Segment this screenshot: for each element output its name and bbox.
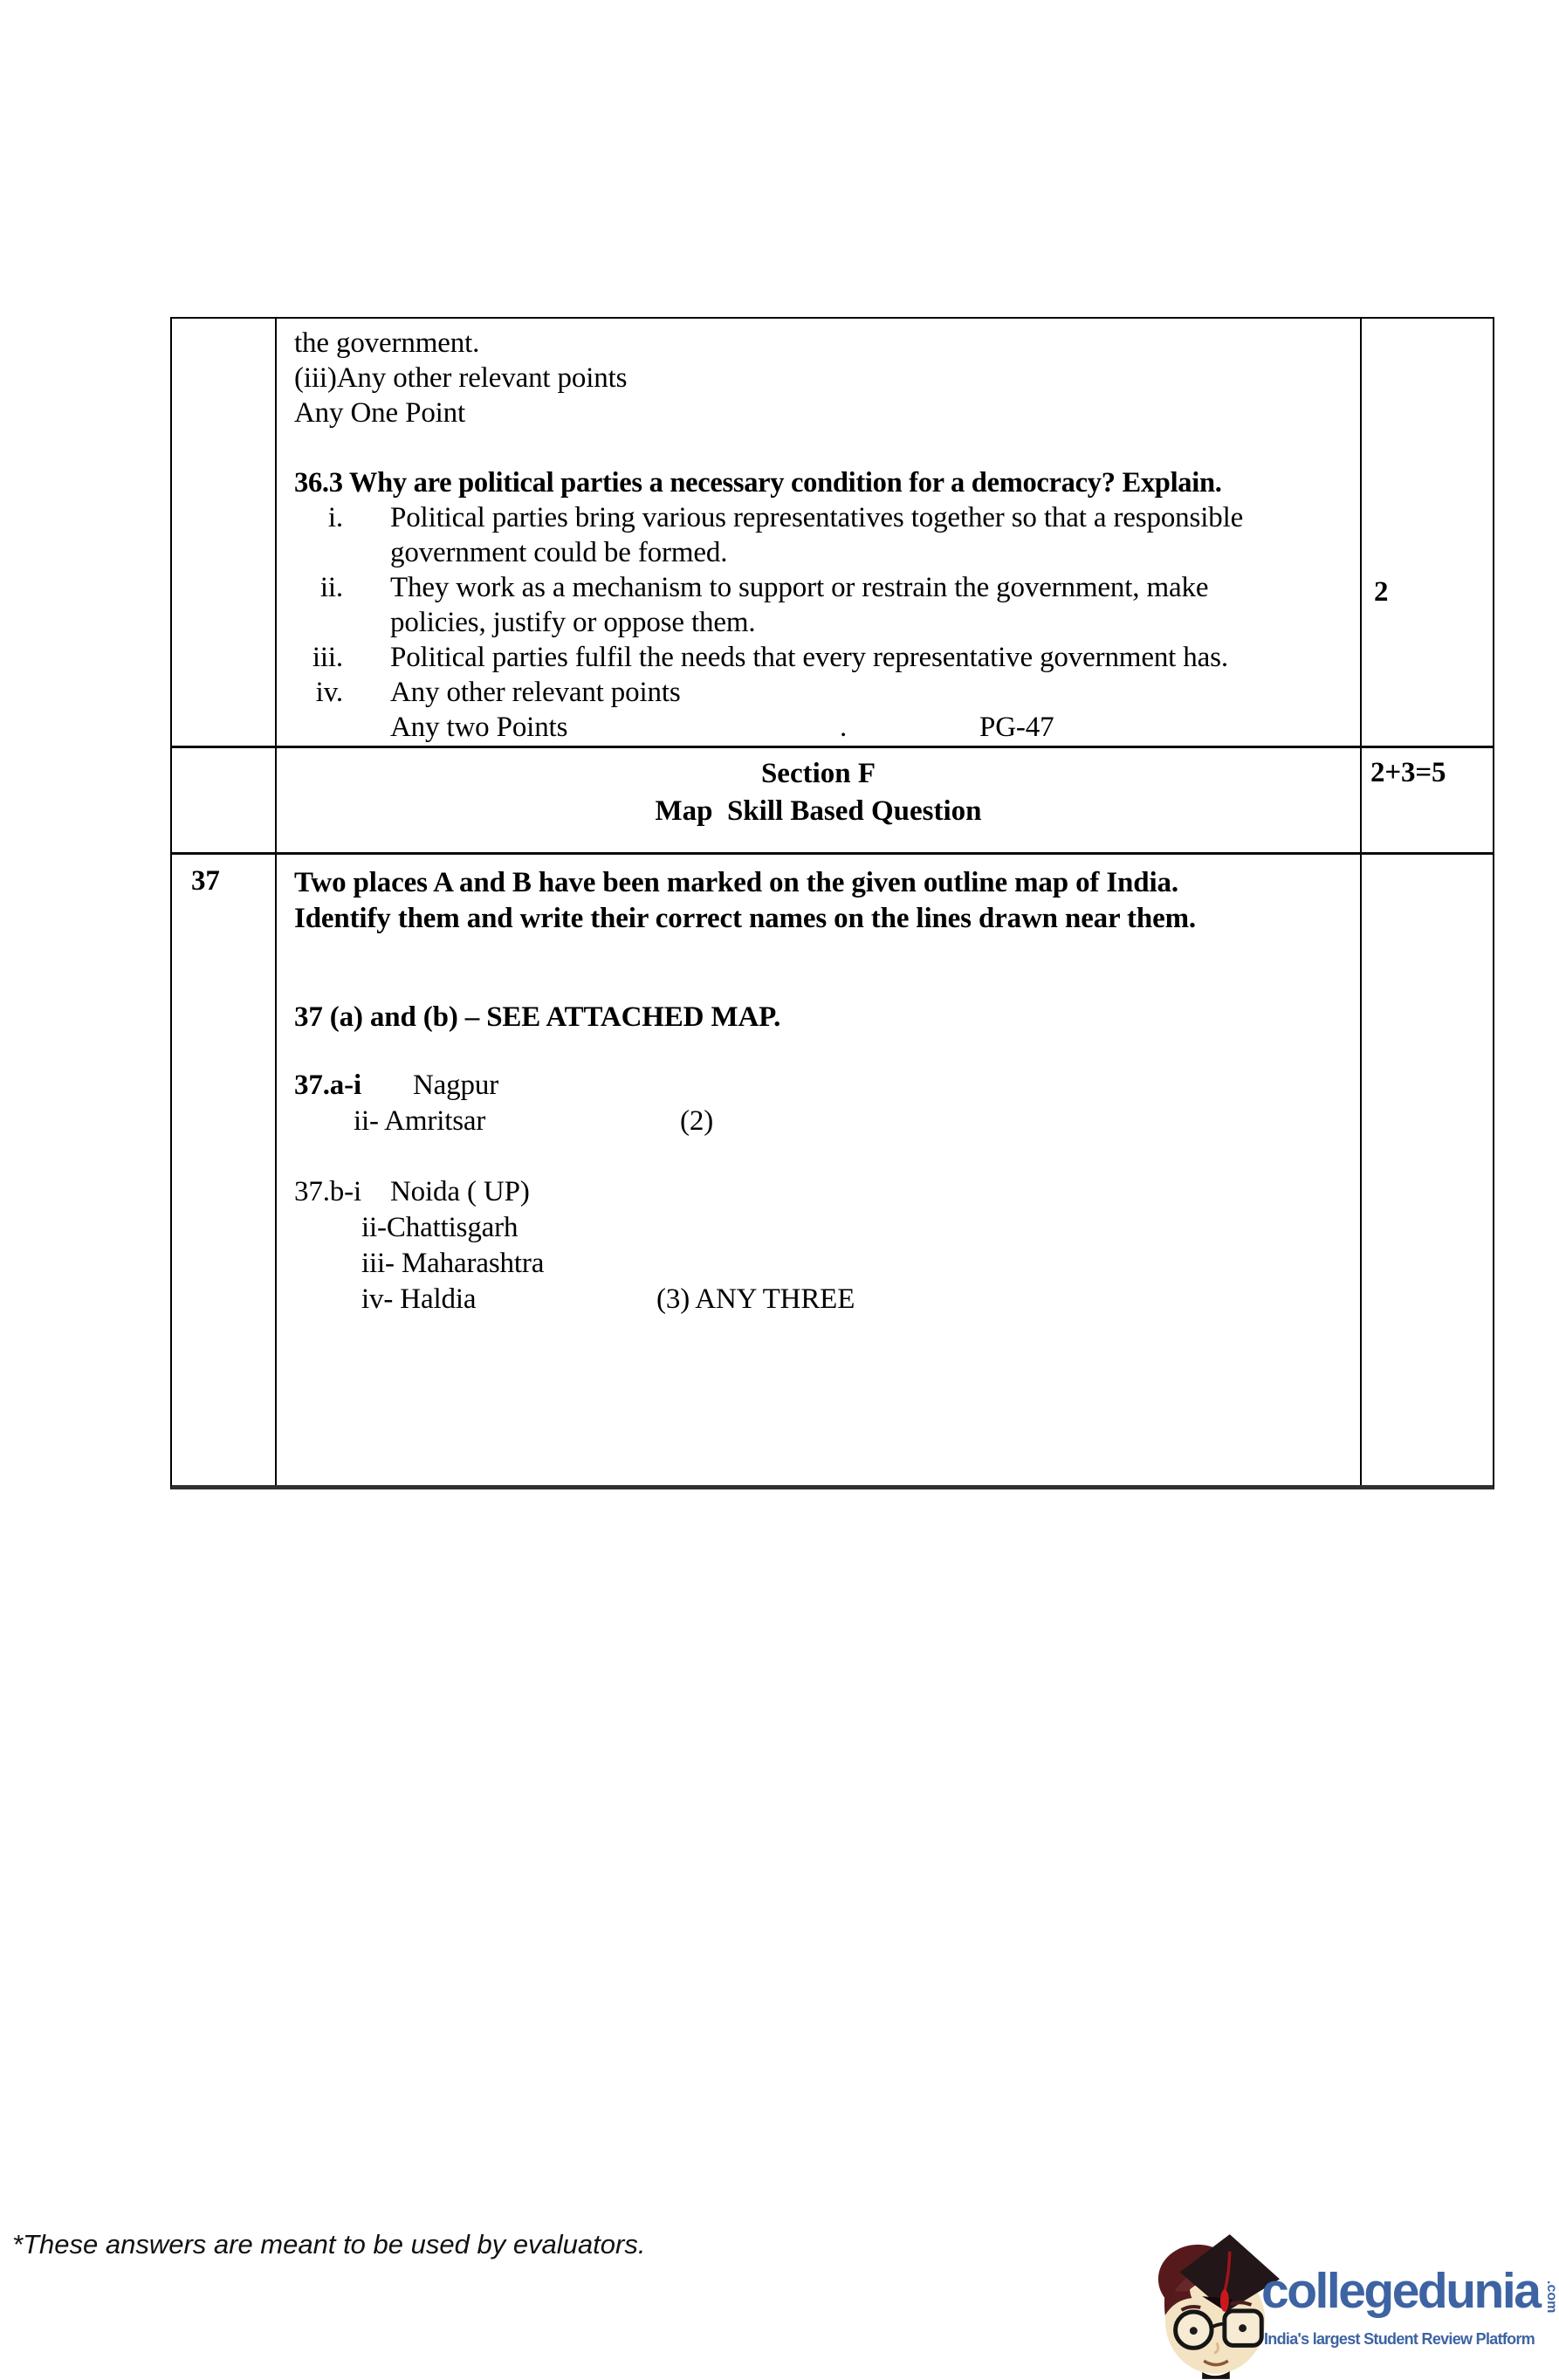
q36-number-cell (172, 319, 277, 746)
q36-list-item-iv (294, 675, 1346, 710)
q36-item-ii-line-2: policies, justify or oppose them. (390, 607, 756, 638)
q37-b-label: 37.b-i (294, 1176, 362, 1207)
q36-item-i-line-2: government could be formed. (390, 537, 728, 568)
q36-item-ii-line-1: They work as a mechanism to support or restrain the government, make (390, 572, 1209, 603)
q36-list-num-i: i. (327, 502, 343, 533)
q37-content-cell (277, 855, 1360, 1485)
q36-item-iii-line-1: Political parties fulfil the needs that every representative government has. (390, 642, 1228, 673)
section-f-content-cell (277, 748, 1360, 852)
q37-a-marks: (2) (680, 1105, 714, 1137)
q36-list-num-iii: iii. (312, 642, 343, 673)
table-row-q37 (172, 855, 1493, 1485)
q36-page-ref: PG-47 (979, 712, 1054, 743)
q36-marks-cell (1360, 319, 1493, 746)
q37-answer-b-iv (294, 1282, 1346, 1317)
q37-a-label: 37.a-i (294, 1070, 362, 1101)
section-f-marks-value: 2+3=5 (1370, 757, 1446, 788)
collegedunia-brand-text: collegedunia (1261, 2263, 1540, 2319)
section-f-subtitle: Map Skill Based Question (655, 795, 982, 827)
section-f-marks-cell (1360, 748, 1493, 852)
q36-marks-value: 2 (1374, 576, 1389, 608)
q37-answer-b-i (294, 1174, 1346, 1210)
q37-answer-a-ii (294, 1104, 1346, 1139)
q37-answer-b-iii: iii- Maharashtra (361, 1248, 545, 1279)
collegedunia-logo (1150, 2228, 1559, 2380)
answer-table (170, 317, 1494, 1489)
q36-dot: . (840, 712, 848, 743)
table-row-section-f (172, 748, 1493, 855)
q37-b-value: Noida ( UP) (390, 1176, 530, 1207)
q36-subquestion-heading: 36.3 Why are political parties a necessary condition for a democracy? Explain. (294, 467, 1222, 499)
q36-list-num-iv: iv. (315, 677, 343, 708)
q36-list-item-i (294, 500, 1346, 570)
collegedunia-tld-text: .com (1544, 2280, 1559, 2314)
q37-a-value: Nagpur (413, 1070, 499, 1101)
evaluator-footnote: *These answers are meant to be used by evaluators. (12, 2229, 646, 2260)
q37-question-line-2: Identify them and write their correct names on the lines drawn near them. (294, 903, 1197, 934)
q37-number: 37 (191, 865, 220, 897)
q36-anytwo-text: Any two Points (390, 712, 568, 743)
q36-list-item-iii (294, 640, 1346, 675)
q36-anytwo-line (294, 710, 1346, 745)
section-f-title: Section F (760, 758, 876, 789)
q37-b-marks: (3) ANY THREE (656, 1283, 855, 1315)
q36-cont-line-1: the government. (294, 327, 480, 359)
collegedunia-mascot-icon (1150, 2228, 1280, 2380)
q37-a2-text: ii- Amritsar (354, 1105, 486, 1137)
section-f-number-cell (172, 748, 277, 852)
q36-item-iv-line-1: Any other relevant points (390, 677, 681, 708)
q36-item-i-line-1: Political parties bring various representatives together so that a responsible (390, 502, 1244, 533)
q37-b4-text: iv- Haldia (361, 1283, 477, 1315)
q37-see-attached-map: 37 (a) and (b) – SEE ATTACHED MAP. (294, 1001, 781, 1033)
q36-list-num-ii: ii. (319, 572, 343, 603)
q37-question-line-1: Two places A and B have been marked on the given outline map of India. (294, 867, 1178, 898)
q37-answer-b-ii: ii-Chattisgarh (361, 1212, 519, 1243)
q37-answer-a-i (294, 1068, 1346, 1104)
q37-number-cell (172, 855, 277, 1485)
q36-cont-line-2: (iii)Any other relevant points (294, 362, 628, 394)
collegedunia-tagline: India's largest Student Review Platform (1264, 2330, 1535, 2348)
q36-list-item-ii (294, 570, 1346, 640)
q36-cont-line-3: Any One Point (294, 397, 466, 429)
table-row-q36 (172, 319, 1493, 748)
q36-content-cell (277, 319, 1360, 746)
q37-marks-cell (1360, 855, 1493, 1485)
